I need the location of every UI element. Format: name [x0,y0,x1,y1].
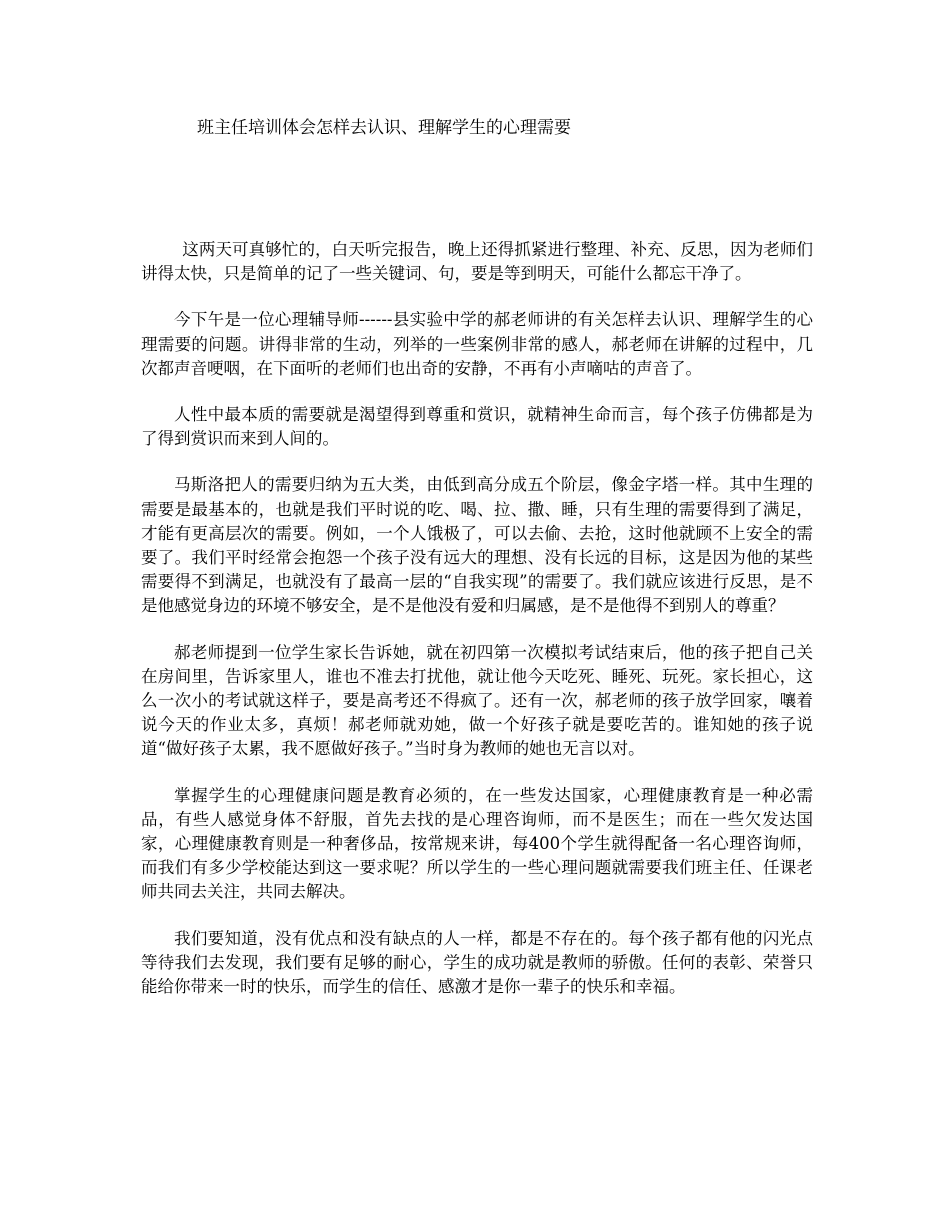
paragraph-1: 这两天可真够忙的，白天听完报告，晚上还得抓紧进行整理、补充、反思，因为老师们讲得太快，只是简单的记了一些关键词、句，要是等到明天，可能什么都忘干净了。 [141,240,813,284]
paragraph-6: 掌握学生的心理健康问题是教育必须的，在一些发达国家，心理健康教育是一种必需品，有些人感觉身体不舒服，首先去找的是心理咨询师，而不是医生；而在一些欠发达国家，心理健康教育则是一种奢侈品，按常规来讲，每400个学生就得配备一名心理咨询师，而我们有多少学校能达到这一要求呢？所以学生的一些心理问题就需要我们班主任、任课老师共同去关注，共同去解决。 [141,785,813,902]
paragraph-3: 人性中最本质的需要就是渴望得到尊重和赏识，就精神生命而言，每个孩子仿佛都是为了得到赏识而来到人间的。 [141,405,813,449]
document-body [141,238,813,1021]
paragraph-2: 今下午是一位心理辅导师------县实验中学的郝老师讲的有关怎样去认识、理解学生的心理需要的问题。讲得非常的生动，列举的一些案例非常的感人，郝老师在讲解的过程中，几次都声音哽咽，在下面听的老师们也出奇的安静，不再有小声嘀咕的声音了。 [141,310,813,378]
paragraph-4: 马斯洛把人的需要归纳为五大类，由低到高分成五个阶层，像金字塔一样。其中生理的需要是最基本的，也就是我们平时说的吃、喝、拉、撒、睡，只有生理的需要得到了满足，才能有更高层次的需要。例如，一个人饿极了，可以去偷、去抢，这时他就顾不上安全的需要了。我们平时经常会抱怨一个孩子没有远大的理想、没有长远的目标，这是因为他的某些需要得不到满足，也就没有了最高一层的“自我实现”的需要了。我们就应该进行反思，是不是他感觉身边的环境不够安全，是不是他没有爱和归属感，是不是他得不到别人的尊重？ [141,475,813,616]
paragraph-5: 郝老师提到一位学生家长告诉她，就在初四第一次模拟考试结束后，他的孩子把自己关在房间里，告诉家里人，谁也不准去打扰他，就让他今天吃死、睡死、玩死。家长担心，这么一次小的考试就这样子，要是高考还不得疯了。还有一次，郝老师的孩子放学回家，嚷着说今天的作业太多，真烦！郝老师就劝她，做一个好孩子就是要吃苦的。谁知她的孩子说道“做好孩子太累，我不愿做好孩子。”当时身为教师的她也无言以对。 [141,642,813,759]
paragraph-7: 我们要知道，没有优点和没有缺点的人一样，都是不存在的。每个孩子都有他的闪光点等待我们去发现，我们要有足够的耐心，学生的成功就是教师的骄傲。任何的表彰、荣誉只能给你带来一时的快乐，而学生的信任、感激才是你一辈子的快乐和幸福。 [141,928,813,997]
document-title: 班主任培训体会怎样去认识、理解学生的心理需要 [197,118,571,138]
